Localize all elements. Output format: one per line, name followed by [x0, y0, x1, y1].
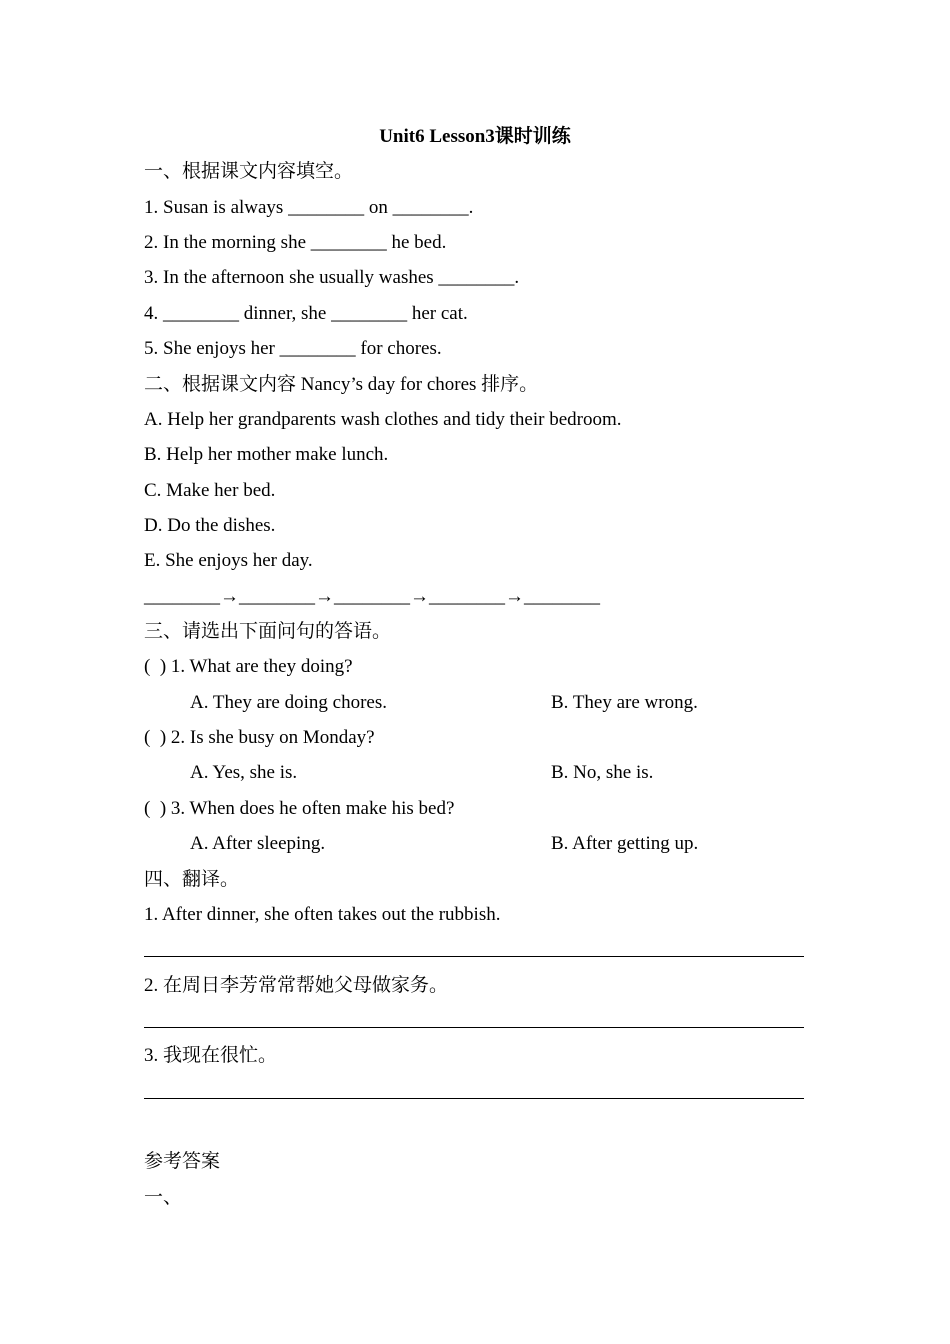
- ordering-item: D. Do the dishes.: [144, 514, 276, 536]
- answer-line-row: [144, 1003, 806, 1038]
- ordering-item: A. Help her grandparents wash clothes and tidy their bedroom.: [144, 408, 622, 430]
- option-a: A. They are doing chores.: [190, 691, 387, 713]
- worksheet-title: Unit6 Lesson3课时训练: [379, 126, 571, 147]
- option-b: B. They are wrong.: [551, 691, 698, 713]
- option-a: A. After sleeping.: [190, 833, 326, 855]
- ordering-blanks: ________→________→________→________→________: [144, 585, 600, 607]
- answer-line: [144, 932, 804, 957]
- answer-line-row: [144, 932, 806, 967]
- question-prompt: ( ) 2. Is she busy on Monday?: [144, 727, 375, 749]
- translation-item: 1. After dinner, she often takes out the rubbish.: [144, 903, 501, 925]
- translation-item: 2. 在周日李芳常常帮她父母做家务。: [144, 974, 449, 996]
- spacer: [144, 1109, 806, 1144]
- answer-line-row: [144, 1074, 806, 1109]
- section4-heading: 四、翻译。: [144, 868, 240, 890]
- ordering-item: B. Help her mother make lunch.: [144, 444, 389, 466]
- answers-heading: 参考答案: [144, 1151, 221, 1173]
- answer-line: [144, 1003, 804, 1028]
- worksheet-page: [144, 119, 806, 1215]
- fill-blank-item: 4. ________ dinner, she ________ her cat.: [144, 302, 468, 324]
- section2-heading: 二、根据课文内容 Nancy’s day for chores 排序。: [144, 373, 539, 395]
- option-a: A. Yes, she is.: [190, 762, 298, 784]
- translation-item: 3. 我现在很忙。: [144, 1045, 278, 1067]
- question-options: [144, 826, 806, 861]
- question-prompt: ( ) 1. What are they doing?: [144, 656, 353, 678]
- ordering-item: C. Make her bed.: [144, 479, 276, 501]
- option-b: B. No, she is.: [551, 762, 654, 784]
- answer-line: [144, 1074, 804, 1099]
- answers-section1-heading: 一、: [144, 1186, 183, 1208]
- fill-blank-item: 3. In the afternoon she usually washes ________.: [144, 267, 520, 289]
- section1-heading: 一、根据课文内容填空。: [144, 161, 354, 183]
- section3-heading: 三、请选出下面问句的答语。: [144, 621, 392, 643]
- question-options: [144, 685, 806, 720]
- question-prompt: ( ) 3. When does he often make his bed?: [144, 797, 455, 819]
- option-b: B. After getting up.: [551, 833, 699, 855]
- fill-blank-item: 1. Susan is always ________ on ________.: [144, 196, 474, 218]
- fill-blank-item: 5. She enjoys her ________ for chores.: [144, 338, 442, 360]
- ordering-item: E. She enjoys her day.: [144, 550, 313, 572]
- question-options: [144, 755, 806, 790]
- fill-blank-item: 2. In the morning she ________ he bed.: [144, 232, 447, 254]
